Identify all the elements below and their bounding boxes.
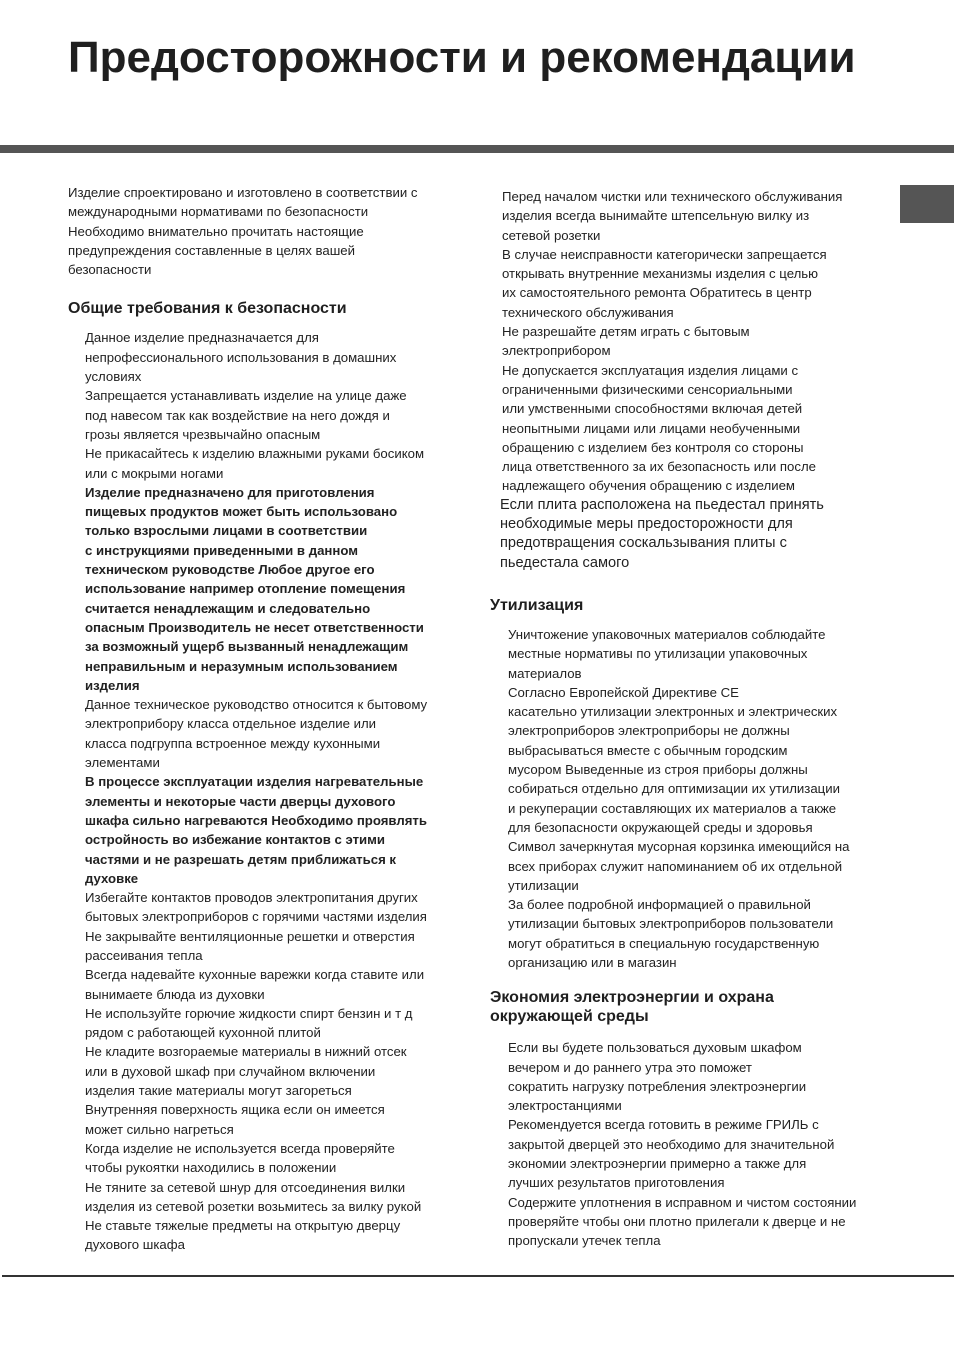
right-column [490, 187, 872, 1251]
safety-item-flammable-materials: Не кладите возгораемые материалы в нижний отсек или в духовой шкаф при случайном включении изделия такие материалы могут загореться [85, 1044, 407, 1099]
title-divider [0, 145, 954, 153]
disposal-more-info: За более подробной информацией о правильной утилизации бытовых электроприборов пользователи могут обратиться в специальную государственную организацию или в магазин [508, 897, 834, 970]
disposal-packaging: Уничтожение упаковочных материалов соблюдайте местные нормативы по утилизации упаковочных материалов [508, 626, 826, 681]
disposal-bin-symbol: Символ зачеркнутая мусорная корзинка имеющийся на всех приборах служит напоминанием об их отдельной утилизации [508, 839, 850, 893]
energy-evening-use: Если вы будете пользоваться духовым шкафом вечером и до раннего утра это поможет сократить нагрузку потребления электроэнергии электростанциями [508, 1040, 807, 1114]
disposal-heading: Утилизация [490, 596, 584, 614]
energy-saving-heading: Экономия электроэнергии и охрана окружающей среды [490, 989, 774, 1026]
safety-item-hot-parts: В процессе эксплуатации изделия нагревательные элементы и некоторые части дверцы духового шкафа сильно нагреваются Необходимо проявлять остройность во избежание контактов с этими частями и не разрешать детям приближаться к духовке [85, 774, 427, 886]
safety-item-children-play: Не разрешайте детям играть с бытовым электроприбором [502, 324, 750, 359]
safety-item-vents: Не закрывайте вентиляционные решетки и отверстия рассеивания тепла [85, 928, 415, 963]
section-tab-marker [900, 185, 954, 223]
energy-seals: Содержите уплотнения в исправном и чистом состоянии проверяйте чтобы они плотно прилегали к дверце и не пропускали утечек тепла [508, 1194, 857, 1249]
safety-item-pedestal: Если плита расположена на пьедестал принять необходимые меры предосторожности для предотвращения соскальзывания плиты с пьедестала самого [500, 496, 824, 571]
page-title: Предосторожности и рекомендации [68, 33, 856, 82]
general-safety-heading: Общие требования к безопасности [68, 300, 347, 318]
safety-item-supervision: Не допускается эксплуатация изделия лицами с ограниченными физическими сенсориальными или умственными способностями включая детей неопытными лицами или лицами необученными обращению с изделием без контроля со стороны лица ответственного за их безопасность или после надлежащего обучения обращению с изделием [502, 362, 816, 494]
safety-item-cables: Избегайте контактов проводов электропитания других бытовых электроприборов с горячими частями изделия [85, 890, 427, 925]
safety-item-flammable-liquids: Не используйте горючие жидкости спирт бензин и т д рядом с работающей кухонной плитой [85, 1005, 413, 1041]
safety-item-no-self-repair: В случае неисправности категорически запрещается открывать внутренние механизмы изделия с целью их самостоятельного ремонта Обратитесь в центр технического обслуживания [502, 246, 827, 320]
safety-item-intended-use: Изделие предназначено для приготовления пищевых продуктов может быть использовано только взрослыми лицами в соответствии с инструкциями приведенными в данном техническом руководстве Любое другое его использование например отопление помещения считается ненадлежащим и следовательно опасным Производитель не несет ответственности за возможный ущерб вызванный ненадлежащим неправильным и неразумным использованием изделия [85, 484, 424, 693]
safety-item-oven-gloves: Всегда надевайте кухонные варежки когда ставите или вынимаете блюда из духовки [85, 967, 425, 1002]
safety-item-heavy-objects: Не ставьте тяжелые предметы на открытую дверцу духового шкафа [85, 1218, 401, 1253]
intro-paragraph: Изделие спроектировано и изготовлено в соответствии с международными нормативами по безопасности Необходимо внимательно прочитать настоящие предупреждения составленные в целях вашей безопасности [68, 185, 418, 278]
footer-divider [2, 1275, 954, 1277]
left-column [68, 183, 448, 1255]
safety-item-unplug: Перед началом чистки или технического обслуживания изделия всегда вынимайте штепсельную вилку из сетевой розетки [502, 189, 843, 243]
safety-item-power-cord: Не тяните за сетевой шнур для отсоединения вилки изделия из сетевой розетки возьмитесь за вилку рукой [85, 1179, 422, 1214]
safety-item-drawer-hot: Внутренняя поверхность ящика если он имеется может сильно нагреться [85, 1102, 385, 1137]
safety-item-wet-hands: Не прикасайтесь к изделию влажными руками босиком или с мокрыми ногами [85, 446, 425, 481]
disposal-eu-directive: Согласно Европейской Директиве CE касательно утилизации электронных и электрических электроприборов электроприборы не должны выбрасываться вместе с обычным городским мусором Выведенные из строя приборы должны собираться отдельно для оптимизации их утилизации и рекуперации составляющих их материалов а также для безопасности окружающей среды и здоровья [508, 684, 840, 835]
energy-grill-door-closed: Рекомендуется всегда готовить в режиме ГРИЛЬ с закрытой дверцей это необходимо для значительной экономии электроэнергии примерно а также для лучших результатов приготовления [508, 1117, 835, 1191]
safety-item-outdoor: Запрещается устанавливать изделие на улице даже под навесом так как воздействие на него дождя и грозы является чрезвычайно опасным [85, 388, 407, 442]
safety-item-knobs-position: Когда изделие не используется всегда проверяйте чтобы рукоятки находились в положении [85, 1140, 395, 1176]
safety-item-domestic-use: Данное изделие предназначается для непрофессионального использования в домашних условиях [85, 330, 397, 385]
safety-item-appliance-class: Данное техническое руководство относится к бытовому электроприбору класса отдельное изделие или класса подгруппа встроенное между кухонными элементами [85, 697, 428, 771]
